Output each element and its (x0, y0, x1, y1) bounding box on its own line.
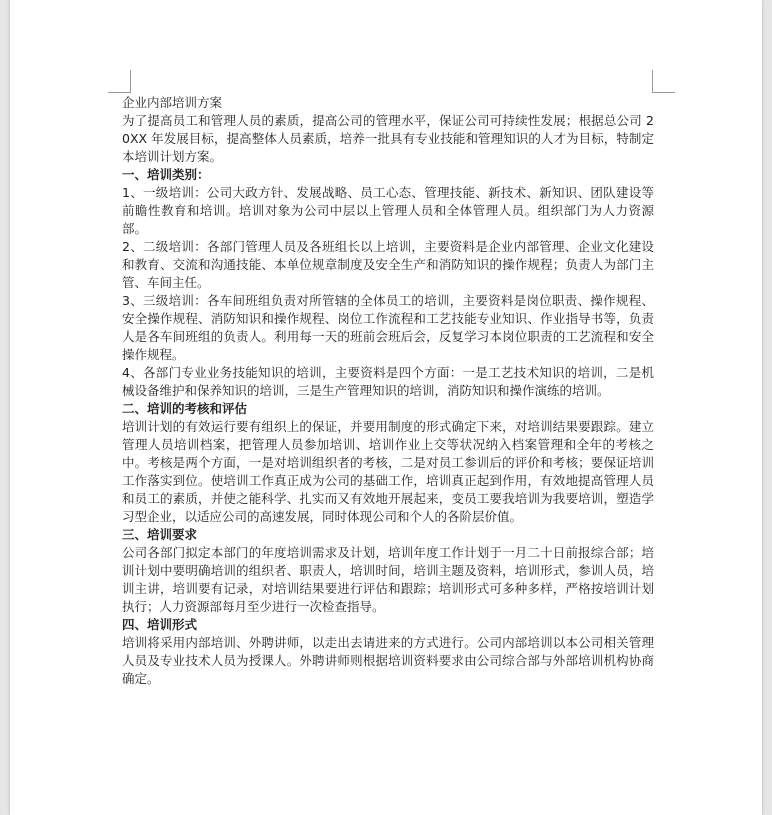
paragraph-level-three: 3、三级培训：各车间班组负责对所管辖的全体员工的培训，主要资料是岗位职责、操作规程、安全操作规程、消防知识和操作规程、岗位工作流程和工艺技能专业知识、作业指导书等，负责人是各车间班组的负责人。利用每一天的班前会班后会，反复学习本岗位职责的工艺流程和安全操作规程。 (122, 293, 654, 362)
paragraph-level-two: 2、二级培训：各部门管理人员及各班组长以上培训，主要资料是企业内部管理、企业文化建设和教育、交流和沟通技能、本单位规章制度及安全生产和消防知识的操作规程；负责人为部门主管、车间主任。 (122, 239, 654, 290)
crop-mark-top-right (652, 70, 675, 93)
document-title: 企业内部培训方案 (122, 95, 223, 110)
section-heading-assessment: 二、培训的考核和评估 (122, 401, 248, 416)
document-page (10, 0, 762, 815)
paragraph-assessment: 培训计划的有效运行要有组织上的保证，并要用制度的形式确定下来，对培训结果要跟踪。建立管理人员培训档案，把管理人员参加培训、培训作业上交等状况纳入档案管理和全年的考核之中。考核是两个方面，一是对培训组织者的考核，二是对员工参训后的评价和考核；要保证培训工作落实到位。使培训工作真正成为公司的基础工作，培训真正起到作用，有效地提高管理人员和员工的素质，并使之能科学、扎实而又有效地开展起来，变员工要我培训为我要培训，塑造学习型企业，以适应公司的高速发展，同时体现公司和个人的各阶层价值。 (122, 419, 654, 524)
paragraph-level-one: 1、一级培训：公司大政方针、发展战略、员工心态、管理技能、新技术、新知识、团队建设等前瞻性教育和培训。培训对象为公司中层以上管理人员和全体管理人员。组织部门为人力资源部。 (122, 185, 654, 236)
crop-mark-top-left (108, 70, 131, 93)
paragraph-requirements: 公司各部门拟定本部门的年度培训需求及计划，培训年度工作计划于一月二十日前报综合部；培训计划中要明确培训的组织者、职责人，培训时间，培训主题及资料，培训形式，参训人员，培训主讲，培训要有记录，对培训结果要进行评估和跟踪；培训形式可多种多样，严格按培训计划执行；人力资源部每月至少进行一次检查指导。 (122, 545, 654, 614)
document-body[interactable] (122, 94, 654, 688)
paragraph-department-skills: 4、各部门专业业务技能知识的培训，主要资料是四个方面：一是工艺技术知识的培训，二是机械设备维护和保养知识的培训，三是生产管理知识的培训，消防知识和操作演练的培训。 (122, 365, 654, 398)
section-heading-requirements: 三、培训要求 (122, 527, 198, 542)
section-heading-format: 四、培训形式 (122, 617, 198, 632)
paragraph-format: 培训将采用内部培训、外聘讲师，以走出去请进来的方式进行。公司内部培训以本公司相关管理人员及专业技术人员为授课人。外聘讲师则根据培训资料要求由公司综合部与外部培训机构协商确定。 (122, 635, 654, 686)
section-heading-categories: 一、培训类别： (122, 167, 210, 182)
intro-paragraph: 为了提高员工和管理人员的素质，提高公司的管理水平，保证公司可持续性发展；根据总公司 20XX 年发展目标，提高整体人员素质，培养一批具有专业技能和管理知识的人才为目标，特制定本培训计划方案。 (122, 113, 654, 164)
